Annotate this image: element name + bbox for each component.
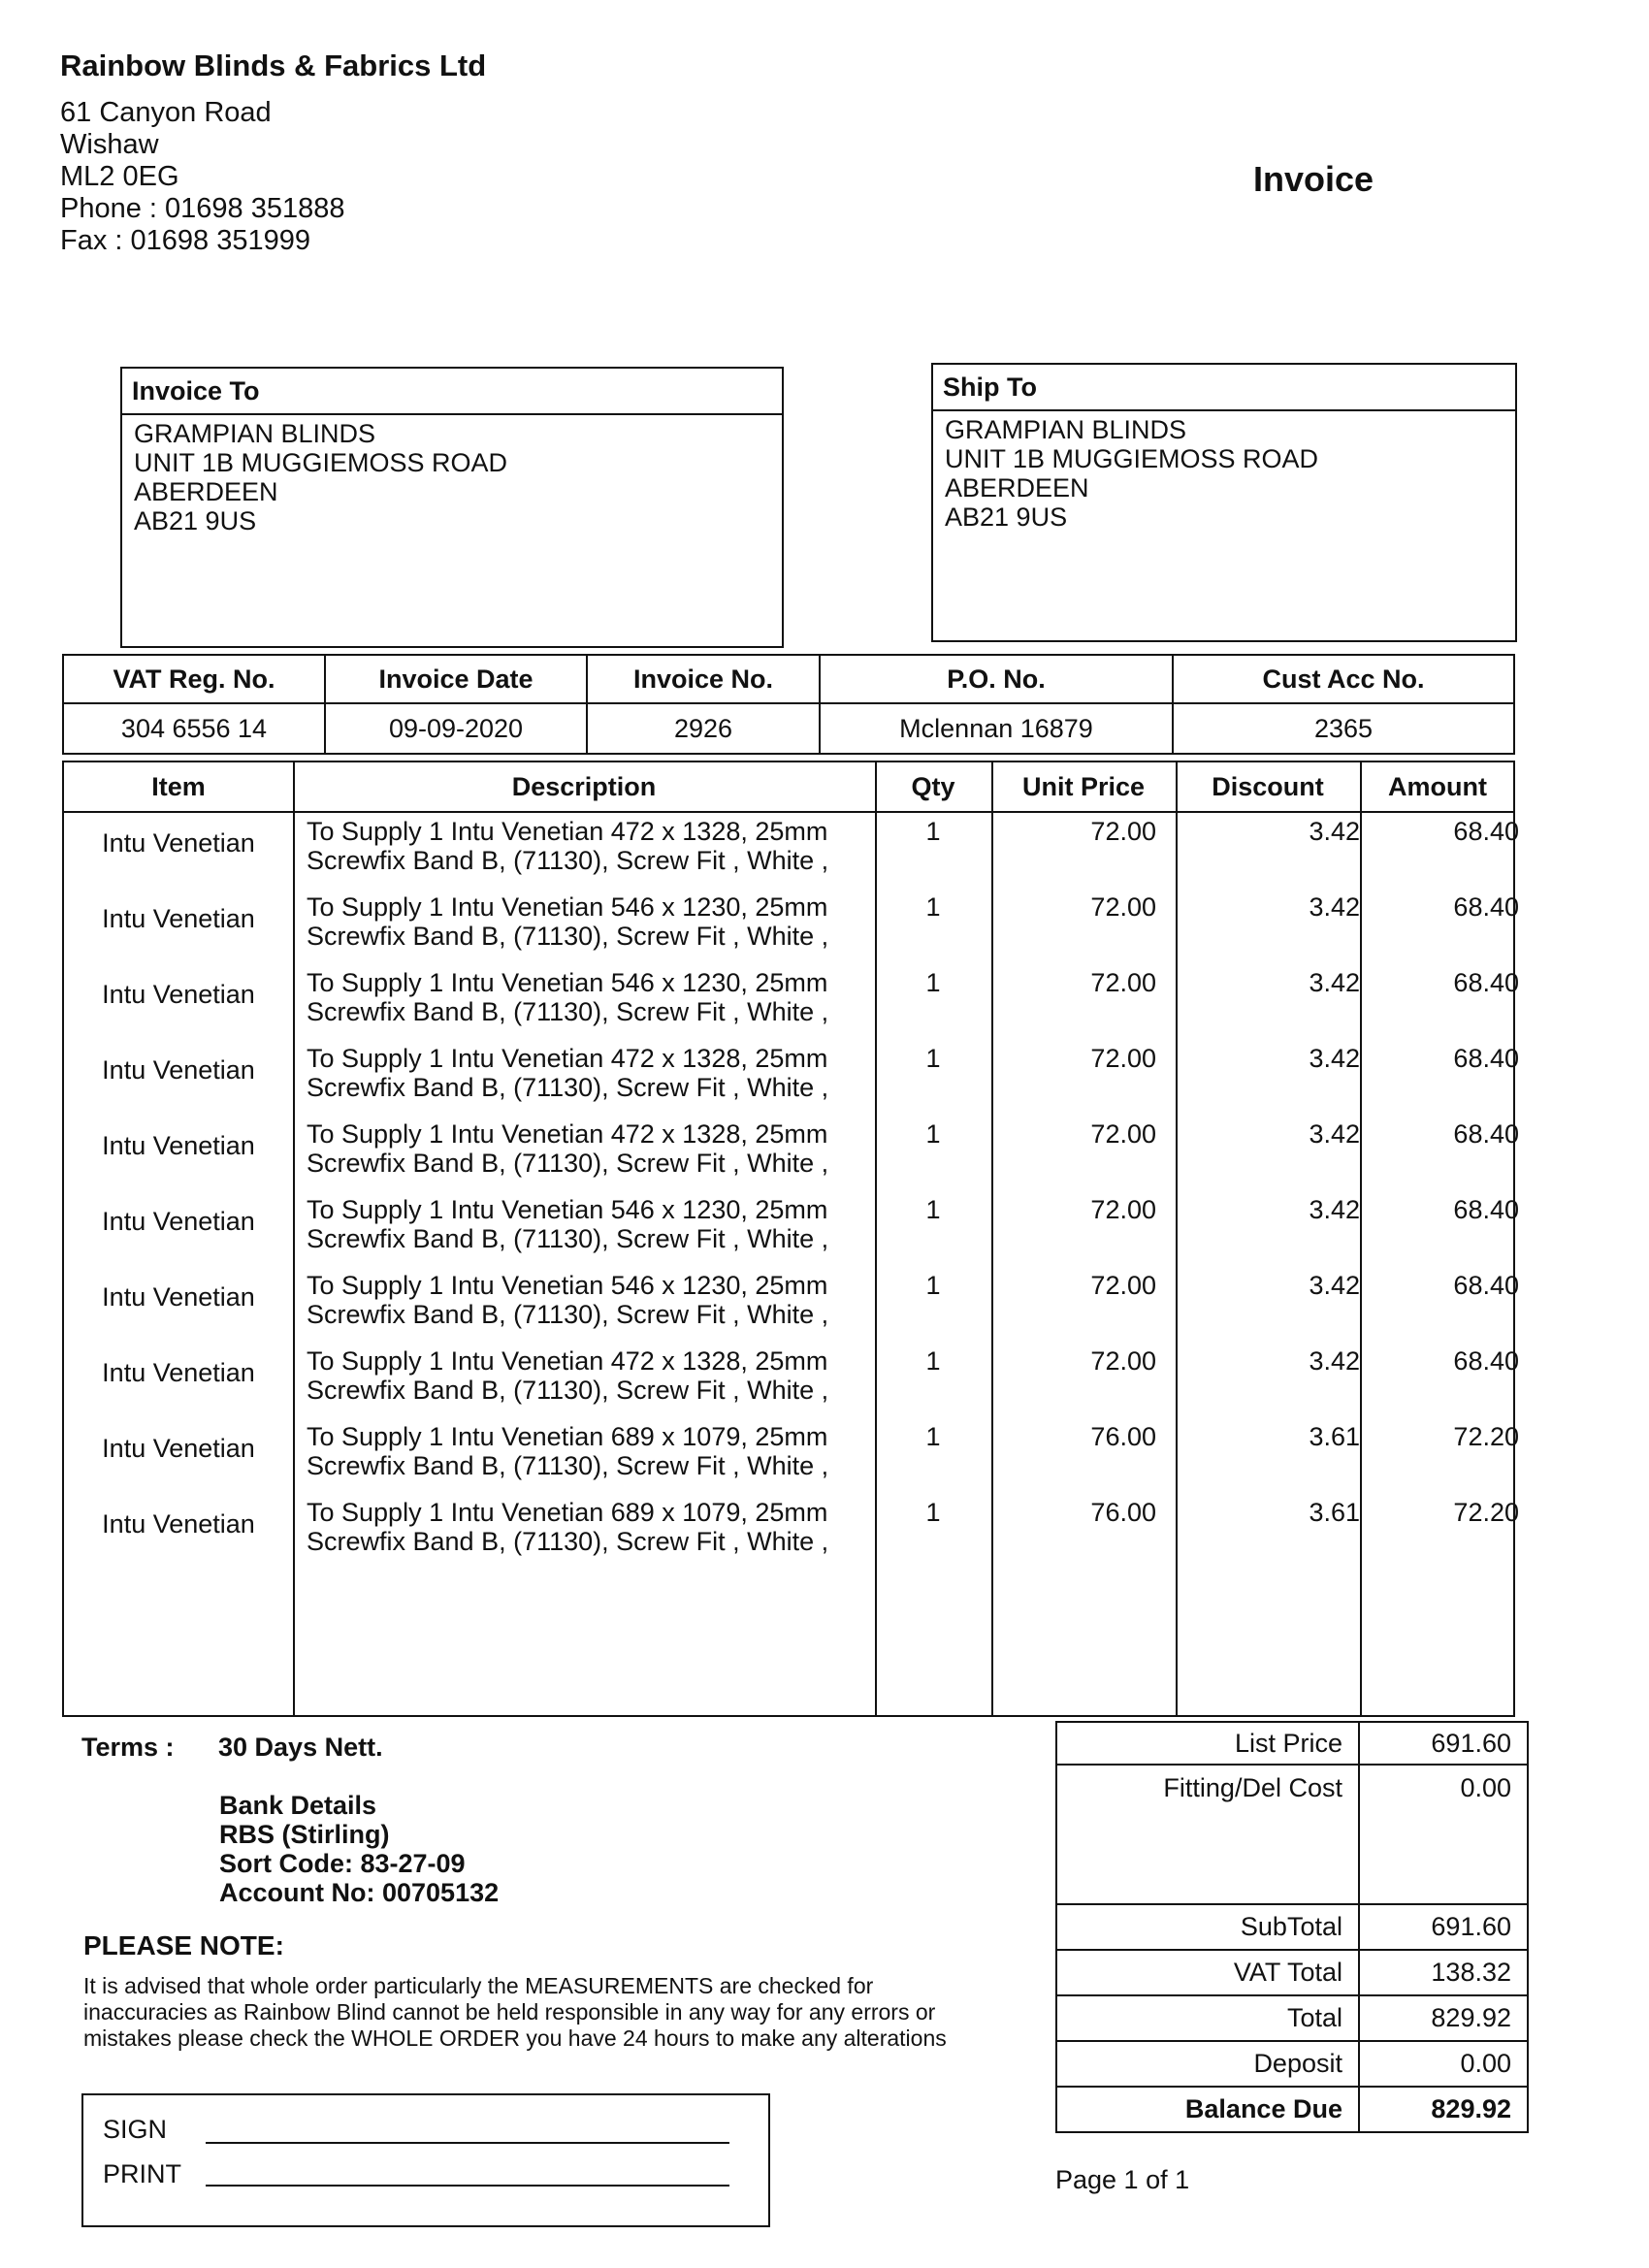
- item-cell: Intu Venetian: [102, 1131, 255, 1160]
- table-row: [64, 1271, 1519, 1346]
- fax-line: Fax : 01698 351999: [60, 225, 310, 256]
- item-cell: Intu Venetian: [102, 980, 255, 1009]
- table-row: [64, 892, 1519, 968]
- description-line: To Supply 1 Intu Venetian 546 x 1230, 25mm: [307, 1195, 828, 1224]
- balance-due-value: 829.92: [1359, 2087, 1528, 2132]
- description-line: To Supply 1 Intu Venetian 546 x 1230, 25mm: [307, 892, 828, 922]
- description-line: Screwfix Band B, (71130), Screw Fit , White ,: [307, 1149, 829, 1178]
- address-line: ML2 0EG: [60, 161, 179, 192]
- unit-price-cell: 76.00: [1090, 1422, 1156, 1451]
- invoice-to-line: UNIT 1B MUGGIEMOSS ROAD: [134, 448, 508, 477]
- table-row: [64, 1422, 1519, 1498]
- invoice-to-line: GRAMPIAN BLINDS: [134, 419, 376, 448]
- qty-cell: 1: [925, 892, 941, 922]
- item-cell: Intu Venetian: [102, 1509, 255, 1539]
- subtotal-value: 691.60: [1359, 1904, 1528, 1950]
- unit-price-cell: 72.00: [1090, 1119, 1156, 1149]
- amount-column-header: Amount: [1388, 772, 1487, 801]
- cust-acc-value: 2365: [1173, 703, 1514, 754]
- description-cell: [307, 1271, 927, 1329]
- table-row: [64, 968, 1519, 1044]
- totals-table: [1055, 1721, 1529, 2133]
- discount-cell: 3.42: [1309, 817, 1360, 846]
- amount-cell: 72.20: [1453, 1422, 1519, 1451]
- unit-price-cell: 72.00: [1090, 817, 1156, 846]
- description-cell: [307, 968, 927, 1026]
- company-address: [60, 97, 345, 257]
- description-line: Screwfix Band B, (71130), Screw Fit , White ,: [307, 1451, 829, 1480]
- description-cell: [307, 1119, 927, 1178]
- invoice-to-box: [120, 367, 784, 648]
- terms-value: 30 Days Nett.: [218, 1733, 383, 1762]
- ship-to-line: AB21 9US: [945, 502, 1068, 532]
- unit-price-cell: 72.00: [1090, 1346, 1156, 1376]
- discount-cell: 3.42: [1309, 892, 1360, 922]
- unit-price-cell: 72.00: [1090, 1271, 1156, 1300]
- vat-reg-header: VAT Reg. No.: [63, 655, 325, 703]
- invoice-to-label: Invoice To: [122, 369, 782, 415]
- description-line: To Supply 1 Intu Venetian 689 x 1079, 25mm: [307, 1422, 828, 1451]
- description-cell: [307, 1422, 927, 1480]
- amount-cell: 68.40: [1453, 1195, 1519, 1224]
- qty-cell: 1: [925, 968, 941, 997]
- qty-cell: 1: [925, 1044, 941, 1073]
- discount-cell: 3.42: [1309, 968, 1360, 997]
- description-line: To Supply 1 Intu Venetian 546 x 1230, 25mm: [307, 1271, 828, 1300]
- terms-label: Terms :: [81, 1733, 175, 1762]
- amount-cell: 68.40: [1453, 1119, 1519, 1149]
- ship-to-line: UNIT 1B MUGGIEMOSS ROAD: [945, 444, 1319, 473]
- discount-column-header: Discount: [1212, 772, 1324, 801]
- qty-cell: 1: [925, 1422, 941, 1451]
- invoice-date-header: Invoice Date: [325, 655, 587, 703]
- item-cell: Intu Venetian: [102, 1434, 255, 1463]
- qty-cell: 1: [925, 1195, 941, 1224]
- print-label: PRINT: [103, 2159, 181, 2188]
- invoice-meta-table: [62, 654, 1515, 755]
- items-table: [62, 761, 1519, 1717]
- description-line: To Supply 1 Intu Venetian 546 x 1230, 25mm: [307, 968, 828, 997]
- note-line: mistakes please check the WHOLE ORDER you have 24 hours to make any alterations: [83, 2025, 947, 2051]
- description-cell: [307, 1044, 927, 1102]
- note-line: It is advised that whole order particularly the MEASUREMENTS are checked for: [83, 1973, 874, 1998]
- ship-to-box: [931, 363, 1517, 642]
- company-name: Rainbow Blinds & Fabrics Ltd: [60, 49, 487, 82]
- unit-price-cell: 72.00: [1090, 892, 1156, 922]
- document-title: Invoice: [1253, 159, 1374, 199]
- discount-cell: 3.42: [1309, 1195, 1360, 1224]
- invoice-to-line: AB21 9US: [134, 506, 257, 535]
- bank-details-title: Bank Details: [219, 1791, 377, 1820]
- table-row: [64, 817, 1519, 892]
- description-cell: [307, 817, 927, 875]
- item-cell: Intu Venetian: [102, 828, 255, 858]
- note-line: inaccuracies as Rainbow Blind cannot be held responsible in any way for any errors or: [83, 1999, 936, 2025]
- sort-code: Sort Code: 83-27-09: [219, 1849, 466, 1878]
- unit-price-column-header: Unit Price: [1021, 772, 1146, 801]
- total-value: 829.92: [1359, 1995, 1528, 2041]
- items-header-row: [64, 762, 1513, 813]
- signature-box: [81, 2093, 770, 2227]
- note-title: PLEASE NOTE:: [83, 1930, 284, 1960]
- discount-cell: 3.61: [1309, 1498, 1360, 1527]
- invoice-to-line: ABERDEEN: [134, 477, 278, 506]
- vat-reg-value: 304 6556 14: [63, 703, 325, 754]
- description-column-header: Description: [511, 772, 657, 801]
- cust-acc-header: Cust Acc No.: [1173, 655, 1514, 703]
- subtotal-label: SubTotal: [1056, 1904, 1359, 1950]
- unit-price-cell: 76.00: [1090, 1498, 1156, 1527]
- account-number: Account No: 00705132: [219, 1878, 500, 1907]
- description-cell: [307, 892, 927, 951]
- invoice-date-value: 09-09-2020: [325, 703, 587, 754]
- table-row: [64, 1498, 1519, 1573]
- amount-cell: 68.40: [1453, 1346, 1519, 1376]
- description-line: Screwfix Band B, (71130), Screw Fit , White ,: [307, 1527, 829, 1556]
- description-cell: [307, 1346, 927, 1405]
- amount-cell: 68.40: [1453, 1271, 1519, 1300]
- amount-cell: 68.40: [1453, 817, 1519, 846]
- balance-due-label: Balance Due: [1056, 2087, 1359, 2132]
- description-line: To Supply 1 Intu Venetian 472 x 1328, 25mm: [307, 1044, 828, 1073]
- qty-cell: 1: [925, 1346, 941, 1376]
- total-label: Total: [1056, 1995, 1359, 2041]
- table-row: [64, 1346, 1519, 1422]
- discount-cell: 3.42: [1309, 1271, 1360, 1300]
- invoice-no-value: 2926: [587, 703, 820, 754]
- amount-cell: 68.40: [1453, 892, 1519, 922]
- table-row: [64, 1044, 1519, 1119]
- qty-cell: 1: [925, 1119, 941, 1149]
- fitting-cost-label: Fitting/Del Cost: [1056, 1765, 1359, 1904]
- description-line: To Supply 1 Intu Venetian 472 x 1328, 25mm: [307, 1346, 828, 1376]
- ship-to-label: Ship To: [933, 365, 1515, 411]
- fitting-cost-value: 0.00: [1359, 1765, 1528, 1904]
- list-price-value: 691.60: [1359, 1722, 1528, 1765]
- table-row: [64, 1119, 1519, 1195]
- description-line: To Supply 1 Intu Venetian 472 x 1328, 25mm: [307, 817, 828, 846]
- qty-cell: 1: [925, 1498, 941, 1527]
- page-number: Page 1 of 1: [1055, 2165, 1190, 2194]
- phone-line: Phone : 01698 351888: [60, 193, 345, 224]
- discount-cell: 3.61: [1309, 1422, 1360, 1451]
- item-cell: Intu Venetian: [102, 1282, 255, 1312]
- description-line: To Supply 1 Intu Venetian 472 x 1328, 25mm: [307, 1119, 828, 1149]
- vat-total-value: 138.32: [1359, 1950, 1528, 1995]
- amount-cell: 68.40: [1453, 1044, 1519, 1073]
- po-no-value: Mclennan 16879: [820, 703, 1173, 754]
- deposit-label: Deposit: [1056, 2041, 1359, 2087]
- description-cell: [307, 1195, 927, 1253]
- description-line: Screwfix Band B, (71130), Screw Fit , White ,: [307, 922, 829, 951]
- item-column-header: Item: [151, 772, 206, 801]
- unit-price-cell: 72.00: [1090, 1195, 1156, 1224]
- discount-cell: 3.42: [1309, 1119, 1360, 1149]
- address-line: Wishaw: [60, 129, 159, 160]
- note-body: [83, 1973, 1073, 2052]
- bank-details: [219, 1791, 499, 1907]
- qty-cell: 1: [925, 817, 941, 846]
- deposit-value: 0.00: [1359, 2041, 1528, 2087]
- amount-cell: 68.40: [1453, 968, 1519, 997]
- qty-cell: 1: [925, 1271, 941, 1300]
- description-line: Screwfix Band B, (71130), Screw Fit , White ,: [307, 1300, 829, 1329]
- discount-cell: 3.42: [1309, 1346, 1360, 1376]
- list-price-label: List Price: [1056, 1722, 1359, 1765]
- description-line: To Supply 1 Intu Venetian 689 x 1079, 25mm: [307, 1498, 828, 1527]
- description-line: Screwfix Band B, (71130), Screw Fit , White ,: [307, 1376, 829, 1405]
- bank-name: RBS (Stirling): [219, 1820, 390, 1849]
- description-cell: [307, 1498, 927, 1556]
- sign-line[interactable]: [206, 2142, 729, 2144]
- print-line[interactable]: [206, 2185, 729, 2187]
- item-cell: Intu Venetian: [102, 1358, 255, 1387]
- ship-to-line: ABERDEEN: [945, 473, 1089, 502]
- invoice-no-header: Invoice No.: [587, 655, 820, 703]
- ship-to-line: GRAMPIAN BLINDS: [945, 415, 1187, 444]
- sign-label: SIGN: [103, 2115, 168, 2144]
- amount-cell: 72.20: [1453, 1498, 1519, 1527]
- address-line: 61 Canyon Road: [60, 97, 272, 128]
- vat-total-label: VAT Total: [1056, 1950, 1359, 1995]
- description-line: Screwfix Band B, (71130), Screw Fit , White ,: [307, 997, 829, 1026]
- item-cell: Intu Venetian: [102, 904, 255, 933]
- description-line: Screwfix Band B, (71130), Screw Fit , White ,: [307, 846, 829, 875]
- table-row: [64, 1195, 1519, 1271]
- item-cell: Intu Venetian: [102, 1055, 255, 1085]
- item-cell: Intu Venetian: [102, 1207, 255, 1236]
- description-line: Screwfix Band B, (71130), Screw Fit , White ,: [307, 1073, 829, 1102]
- unit-price-cell: 72.00: [1090, 968, 1156, 997]
- unit-price-cell: 72.00: [1090, 1044, 1156, 1073]
- description-line: Screwfix Band B, (71130), Screw Fit , White ,: [307, 1224, 829, 1253]
- discount-cell: 3.42: [1309, 1044, 1360, 1073]
- po-no-header: P.O. No.: [820, 655, 1173, 703]
- qty-column-header: Qty: [911, 772, 955, 801]
